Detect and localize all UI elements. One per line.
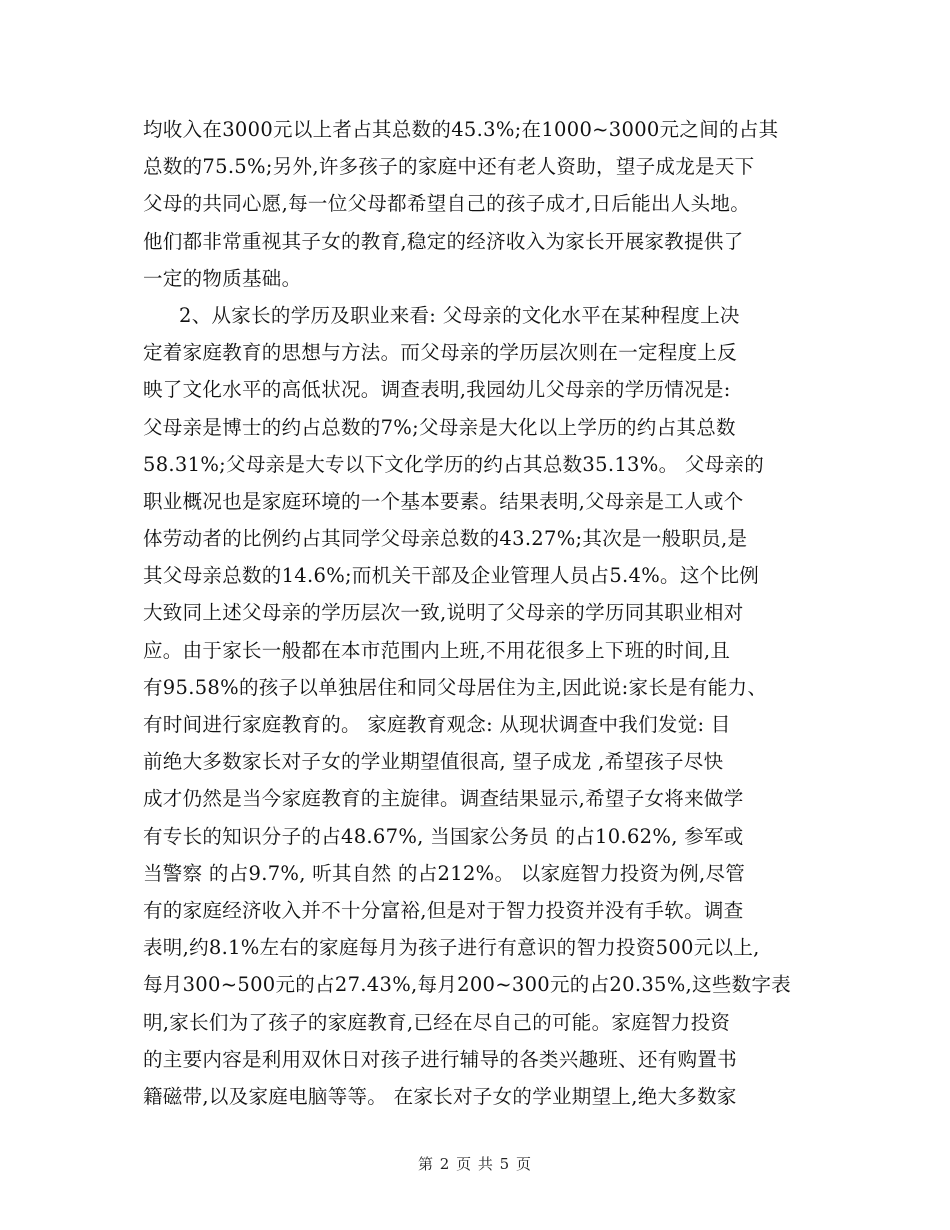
text-line: 父母的共同心愿,每一位父母都希望自己的孩子成才,日后能出人头地。	[143, 192, 750, 216]
text-line: 他们都非常重视其子女的教育,稳定的经济收入为家长开展家教提供了	[143, 229, 744, 253]
paragraph-start-line: 2、从家长的学历及职业来看: 父母亲的文化水平在某种程度上决	[179, 303, 740, 327]
text-line: 的主要内容是利用双休日对孩子进行辅导的各类兴趣班、还有购置书	[143, 1047, 738, 1071]
text-line: 职业概况也是家庭环境的一个基本要素。结果表明,父母亲是工人或个	[143, 489, 744, 513]
text-line: 每月300~500元的占27.43%,每月200~300元的占20.35%,这些数字表	[143, 973, 792, 997]
text-line: 明,家长们为了孩子的家庭教育,已经在尽自己的可能。家庭智力投资	[143, 1010, 731, 1034]
text-line: 体劳动者的比例约占其同学父母亲总数的43.27%;其次是一般职员,是	[143, 527, 748, 551]
text-line: 籍磁带,以及家庭电脑等等。 在家长对子女的学业期望上,绝大多数家	[143, 1084, 737, 1108]
text-line: 有时间进行家庭教育的。 家庭教育观念: 从现状调查中我们发觉: 目	[143, 713, 731, 736]
text-line: 有95.58%的孩子以单独居住和同父母居住为主,因此说:家长是有能力、	[143, 675, 768, 699]
text-line: 一定的物质基础。	[143, 266, 302, 290]
text-line: 前绝大多数家长对子女的学业期望值很高, 望子成龙 ,希望孩子尽快	[143, 750, 724, 774]
text-line: 表明,约8.1%左右的家庭每月为孩子进行有意识的智力投资500元以上,	[143, 936, 760, 960]
text-line: 58.31%;父母亲是大专以下文化学历的约占其总数35.13%。 父母亲的	[143, 452, 765, 476]
text-line: 应。由于家长一般都在本市范围内上班,不用花很多上下班的时间,且	[143, 638, 731, 662]
text-line: 其父母亲总数的14.6%;而机关干部及企业管理人员占5.4%。这个比例	[143, 564, 760, 588]
body-text	[143, 111, 823, 1115]
text-line: 成才仍然是当今家庭教育的主旋律。调查结果显示,希望子女将来做学	[143, 787, 744, 811]
text-line: 有专长的知识分子的占48.67%, 当国家公务员 的占10.62%, 参军或	[143, 824, 744, 848]
page-footer	[0, 1153, 950, 1174]
text-line: 有的家庭经济收入并不十分富裕,但是对于智力投资并没有手软。调查	[143, 898, 744, 922]
text-line: 大致同上述父母亲的学历层次一致,说明了父母亲的学历同其职业相对	[143, 601, 744, 625]
text-line: 均收入在3000元以上者占其总数的45.3%;在1000~3000元之间的占其	[143, 118, 779, 141]
text-line: 定着家庭教育的思想与方法。而父母亲的学历层次则在一定程度上反	[143, 341, 738, 365]
page-number-label: 第 2 页 共 5 页	[418, 1155, 532, 1173]
text-line: 当警察 的占9.7%, 听其自然 的占212%。 以家庭智力投资为例,尽管	[143, 861, 746, 885]
text-line: 父母亲是博士的约占总数的7%;父母亲是大化以上学历的约占其总数	[143, 415, 736, 439]
text-line: 总数的75.5%;另外,许多孩子的家庭中还有老人资助，望子成龙是天下	[143, 155, 755, 179]
text-line: 映了文化水平的高低状况。调查表明,我园幼儿父母亲的学历情况是:	[143, 378, 731, 402]
